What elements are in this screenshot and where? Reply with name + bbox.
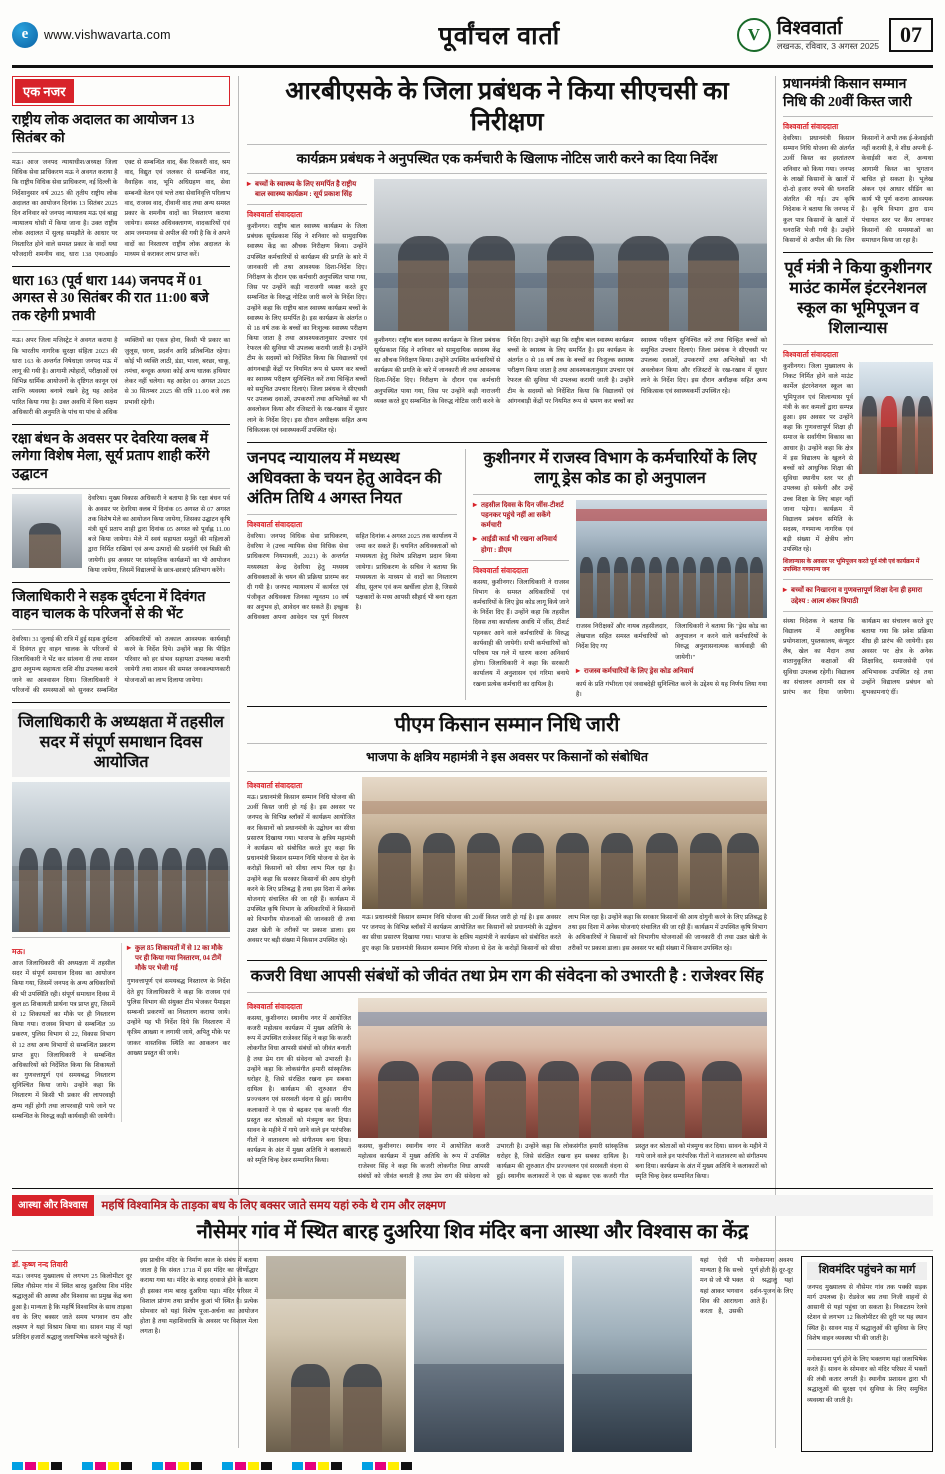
- article-byline: मऊ।: [12, 947, 26, 956]
- magenta-swatch: [25, 1462, 36, 1470]
- dress-code-photo-col: [576, 500, 767, 700]
- article-byline: विश्ववार्ता संवाददाता: [783, 350, 839, 360]
- lead-body-part2: कुशीनगर। राष्ट्रीय बाल स्वास्थ्य कार्यक्रम के जिला प्रबंधक सूर्यप्रकाश सिंह ने शनिवार को सामुदायिक स्वास्थ्य केंद्र का औचक निरीक्षण किया। उन्होंने उपस्थित कर्मचारियों से कार्यक्रम की प्रगति के बारे में जानकारी ली तथा आवश्यक दिशा-निर्देश दिए। निरीक्षण के दौरान एक कर्मचारी अनुपस्थित पाया गया, जिस पर उन्होंने कड़ी नाराजगी व्यक्त करते हुए सम्बन्धित के विरुद्ध नोटिस जारी करने के निर्देश दिए। उन्होंने कहा कि राष्ट्रीय बाल स्वास्थ्य कार्यक्रम बच्चों के स्वास्थ्य के लिए समर्पित है। इस कार्यक्रम के अंतर्गत 0 से 18 वर्ष तक के बच्चों का निःशुल्क स्वास्थ्य परीक्षण किया जाता है तथा आवश्यकतानुसार उपचार एवं रेफरल की सुविधा भी उपलब्ध करायी जाती है। उन्होंने टीम के सदस्यों को निर्देशित किया कि विद्यालयों एवं आंगनबाड़ी केंद्रों पर नियमित रूप से भ्रमण कर बच्चों का स्वास्थ्य परीक्षण सुनिश्चित करें तथा चिन्हित बच्चों को समुचित उपचार दिलाएं। जिला प्रबंधक ने सीएचसी पर उपलब्ध दवाओं, उपकरणों तथा अभिलेखों का भी अवलोकन किया और रजिस्टरों के रख-रखाव में सुधार लाने के निर्देश दिए। इस दौरान अधीक्षक सहित अन्य चिकित्सक एवं स्वास्थ्यकर्मी उपस्थित रहे।: [374, 336, 767, 405]
- bottom-body-wrap: [12, 1256, 933, 1452]
- bottom-col-2: [140, 1256, 258, 1452]
- bullet-marker-icon: ▸: [473, 534, 478, 544]
- ek-nazar-box: [12, 76, 230, 106]
- left-article-4: [12, 709, 230, 1122]
- article-body-cont: कसया, कुशीनगर। स्थानीय नगर में आयोजित कजरी महोत्सव कार्यक्रम में मुख्य अतिथि के रूप में उपस्थित राजेश्वर सिंह ने कहा कि कजरी लोकगीत विधा आपसी संबंधों को जीवंत बनाती है तथा प्रेम राग की संवेदना को उभारती है। उन्होंने कहा कि लोकसंगीत हमारी सांस्कृतिक धरोहर है, जिसे संरक्षित रखना हम सबका दायित्व है। कार्यक्रम की शुरुआत दीप प्रज्ज्वलन एवं सरस्वती वंदना से हुई। स्थानीय कलाकारों ने एक से बढ़कर एक कजरी गीत प्रस्तुत कर श्रोताओं को मंत्रमुग्ध कर दिया। सावन के महीने में गाये जाने वाले इन पारंपरिक गीतों ने वातावरण को संगीतमय बना दिया। कार्यक्रम के अंत में मुख्य अतिथि ने कलाकारों को स्मृति चिन्ह देकर सम्मानित किया।: [358, 1142, 767, 1181]
- route-sidebar: [801, 1256, 933, 1452]
- route-body-2: मनोकामना पूर्ण होने के लिए भक्तगण यहां जलाभिषेक करते हैं। सावन के सोमवार को मंदिर परिसर में भक्तों की लंबी कतार लगती है। स्थानीय प्रशासन द्वारा भी श्रद्धालुओं की सुरक्षा एवं सुविधा के लिए समुचित व्यवस्था की जाती है।: [807, 1355, 927, 1404]
- article-headline: प्रधानमंत्री किसान सम्मान निधि की 20वीं किस्त जारी: [783, 77, 912, 110]
- article-byline: विश्ववार्ता संवाददाता: [247, 1001, 303, 1011]
- article-headline: कजरी विधा आपसी संबंधों को जीवंत तथा प्रेम राग की संवेदना को उभारती है : राजेश्वर सिंह: [250, 967, 764, 985]
- brand-logo: [737, 18, 879, 52]
- right-article-0: [783, 76, 933, 246]
- article-headline: कुशीनगर में राजस्व विभाग के कर्मचारियों के लिए लागू ड्रेस कोड का हो अनुपालन: [483, 449, 757, 487]
- pm-kisan-body-wrap: [247, 777, 767, 954]
- divider: [247, 442, 767, 443]
- divider: [247, 144, 767, 145]
- bottom-col-1: [12, 1256, 132, 1452]
- article-body: कसया, कुशीनगर। स्थानीय नगर में आयोजित कजरी महोत्सव कार्यक्रम में मुख्य अतिथि के रूप में उपस्थित राजेश्वर सिंह ने कहा कि कजरी लोकगीत विधा आपसी संबंधों को जीवंत बनाती है तथा प्रेम राग की संवेदना को उभारती है। उन्होंने कहा कि लोकसंगीत हमारी सांस्कृतिक धरोहर है, जिसे संरक्षित रखना हम सबका दायित्व है। कार्यक्रम की शुरुआत दीप प्रज्ज्वलन एवं सरस्वती वंदना से हुई। स्थानीय कलाकारों ने एक से बढ़कर एक कजरी गीत प्रस्तुत कर श्रोताओं को मंत्रमुग्ध कर दिया। सावन के महीने में गाये जाने वाले इन पारंपरिक गीतों ने वातावरण को संगीतमय बना दिया। कार्यक्रम के अंत में मुख्य अतिथि ने कलाकारों को स्मृति चिन्ह देकर सम्मानित किया।: [247, 1014, 351, 1165]
- left-article-0: [12, 112, 230, 260]
- staff-group-photo: [576, 500, 767, 618]
- row-3: [247, 713, 767, 954]
- court-mediator-article: [247, 449, 457, 700]
- bullet-marker-icon: ▸: [576, 665, 581, 675]
- article-body: मऊ। आज जनपद न्यायाधीश/अध्यक्ष जिला विधिक सेवा प्राधिकरण मऊ ने अवगत कराया है कि राष्ट्रीय विधिक सेवा प्राधिकरण, नई दिल्ली के निर्देशानुसार वर्ष 2025 की तृतीय राष्ट्रीय लोक अदालत का आयोजन दिनांक 13 सितंबर 2025 दिन शनिवार को जनपद न्यायालय मऊ एवं बाह्य न्यायालय घोसी में किया जाना है। उक्त राष्ट्रीय लोक अदालत में सुलह समझौते के आधार पर निस्तारित होने वाले समस्त प्रकार के वादों यथा फौजदारी शमनीय वाद, धारा 138 एन0आई0 एक्ट से सम्बन्धित वाद, बैंक रिकवरी वाद, श्रम वाद, विद्युत एवं जलकर से सम्बन्धित वाद, वैवाहिक वाद, भूमि अधिग्रहण वाद, सेवा सम्बन्धी वेतन एवं भत्ते तथा सेवानिवृत्ति परिलाभ वाद, राजस्व वाद, दीवानी वाद तथा अन्य समस्त प्रकार के शमनीय वादों का निस्तारण कराया जायेगा। समस्त अधिवक्तागण, वादकारियों एवं आम जनमानस से अपील की गयी है कि वे अपने वादों का निस्तारण राष्ट्रीय लोक अदालत के माध्यम से कराकर लाभ प्राप्त करें।: [12, 159, 230, 258]
- black-swatch: [51, 1462, 62, 1470]
- bullet-text: आईडी कार्ड भी रखना अनिवार्य होगा : डीएम: [481, 535, 557, 554]
- bottom-col-3: [700, 1256, 793, 1452]
- article-body: देवरिया। 31 जुलाई की रात्रि में हुई सड़क दुर्घटना में दिवंगत हुए वाहन चालक के परिजनों से जिलाधिकारी ने भेंट कर सांत्वना दी तथा शासन द्वारा अनुमन्य सहायता राशि शीघ्र उपलब्ध कराये जाने का आश्वासन दिया। जिलाधिकारी ने परिजनों की समस्याओं को सुनकर सम्बन्धित अधिकारियों को तत्काल आवश्यक कार्यवाही करने के निर्देश दिये। उन्होंने कहा कि पीड़ित परिवार को हर संभव सहायता उपलब्ध करायी जायेगी तथा शासन की समस्त जनकल्याणकारी योजनाओं का लाभ दिलाया जायेगा।: [12, 635, 230, 694]
- divider: [473, 560, 569, 561]
- lead-photo-col: [374, 179, 767, 436]
- article-byline: डॉ. कृष्ण नन्द तिवारी: [12, 1260, 68, 1269]
- divider: [247, 173, 767, 174]
- kajri-text-col: [247, 998, 351, 1183]
- footer-note-text: राजस्व कर्मचारियों के लिए ड्रेस कोड अनिवार्य: [584, 666, 694, 675]
- article-body: देवरिया। जनपद विधिक सेवा प्राधिकरण, देवरिया ने (उच्च न्यायिक सेवा विधिक सेवा प्राधिकरण नियमावली, 2021) के अन्तर्गत मध्यस्थता केन्द्र देवरिया हेतु मध्यस्थ अधिवक्ताओं के चयन की प्रक्रिया प्रारम्भ कर दी गयी है। जनपद न्यायालय में कार्यरत एवं पंजीकृत अधिवक्ता जिनका न्यूनतम 10 वर्ष का अनुभव हो, आवेदन कर सकते हैं। इच्छुक अधिवक्ता अपना आवेदन पत्र पूर्ण विवरण सहित दिनांक 4 अगस्त 2025 तक कार्यालय में जमा कर सकते हैं। चयनित अधिवक्ताओं को मध्यस्थता हेतु विशेष प्रशिक्षण प्रदान किया जायेगा। प्राधिकरण के सचिव ने बताया कि मध्यस्थता के माध्यम से वादों का निस्तारण शीघ्र, सुलभ एवं कम खर्चीला होता है, जिससे पक्षकारों के मध्य आपसी सौहार्द भी बना रहता है।: [247, 532, 457, 622]
- logo-mark-icon: V: [737, 18, 771, 52]
- article-headline: धारा 163 (पूर्व धारा 144) जनपद में 01 अगस्त से 30 सितंबर की रात 11:00 बजे तक रहेगी प्रभावी: [12, 273, 209, 324]
- left-article-3: [12, 589, 230, 696]
- bullet-item: [127, 943, 230, 973]
- article-body: मऊ। प्रधानमंत्री किसान सम्मान निधि योजना की 20वीं किस्त जारी हो गई है। इस अवसर पर जनपद के विभिन्न ब्लॉकों में कार्यक्रम आयोजित कर किसानों को प्रधानमंत्री के उद्बोधन का सीधा प्रसारण दिखाया गया। भाजपा के क्षत्रिय महामंत्री ने कार्यक्रम को संबोधित करते हुए कहा कि प्रधानमंत्री किसान सम्मान निधि योजना से देश के करोड़ों किसानों को सीधा लाभ मिल रहा है। उन्होंने कहा कि सरकार किसानों की आय दोगुनी करने के लिए प्रतिबद्ध है तथा इस दिशा में अनेक योजनाएं संचालित की जा रही हैं। कार्यक्रम में उपस्थित कृषि विभाग के अधिकारियों ने किसानों को विभागीय योजनाओं की जानकारी दी तथा उन्नत खेती के तरीकों पर प्रकाश डाला। इस अवसर पर बड़ी संख्या में किसान उपस्थित रहे।: [247, 794, 355, 944]
- bullet-item: [473, 500, 569, 530]
- row-2: [247, 449, 767, 700]
- article-body: कुशीनगर। जिला मुख्यालय के निकट निर्मित होने वाले माउंट कार्मेल इंटरनेशनल स्कूल का भूमिपूजन एवं शिलान्यास पूर्व मंत्री के कर कमलों द्वारा सम्पन्न हुआ। इस अवसर पर उन्होंने कहा कि गुणवत्तापूर्ण शिक्षा ही समाज के सर्वांगीण विकास का आधार है। उन्होंने कहा कि क्षेत्र में इस विद्यालय के खुलने से बच्चों को आधुनिक शिक्षा की सुविधा स्थानीय स्तर पर ही उपलब्ध हो सकेगी और उन्हें उच्च शिक्षा के लिए बाहर नहीं जाना पड़ेगा। कार्यक्रम में विद्यालय प्रबंधन समिति के सदस्य, गणमान्य नागरिक एवं बड़ी संख्या में क्षेत्रीय लोग उपस्थित रहे।: [783, 363, 853, 554]
- temple-photo: [266, 1256, 406, 1452]
- article-headline: जिलाधिकारी के अध्यक्षता में तहसील सदर में संपूर्ण समाधान दिवस आयोजित: [12, 709, 230, 777]
- magenta-swatch: [305, 1462, 316, 1470]
- dress-code-bullets: [473, 500, 569, 700]
- black-swatch: [331, 1462, 342, 1470]
- article-headline: पीएम किसान सम्मान निधि जारी: [394, 714, 620, 737]
- chc-inspection-photo: [374, 179, 767, 331]
- divider: [783, 611, 933, 612]
- bottom-article-wrap: [12, 943, 230, 1122]
- bullet-marker-icon: ▸: [127, 943, 132, 952]
- left-article-1: [12, 273, 230, 418]
- magenta-swatch: [165, 1462, 176, 1470]
- route-heading: शिवमंदिर पहुंचने का मार्ग: [807, 1262, 927, 1280]
- article-body-cont: मऊ। प्रधानमंत्री किसान सम्मान निधि योजना की 20वीं किस्त जारी हो गई है। इस अवसर पर जनपद के विभिन्न ब्लॉकों में कार्यक्रम आयोजित कर किसानों को प्रधानमंत्री के उद्बोधन का सीधा प्रसारण दिखाया गया। भाजपा के क्षत्रिय महामंत्री ने कार्यक्रम को संबोधित करते हुए कहा कि प्रधानमंत्री किसान सम्मान निधि योजना से देश के करोड़ों किसानों को सीधा लाभ मिल रहा है। उन्होंने कहा कि सरकार किसानों की आय दोगुनी करने के लिए प्रतिबद्ध है तथा इस दिशा में अनेक योजनाएं संचालित की जा रही हैं। कार्यक्रम में उपस्थित कृषि विभाग के अधिकारियों ने किसानों को विभागीय योजनाओं की जानकारी दी तथा उन्नत खेती के तरीकों पर प्रकाश डाला। इस अवसर पर बड़ी संख्या में किसान उपस्थित रहे।: [362, 914, 767, 952]
- article-with-photo: [12, 494, 230, 576]
- samadhan-diwas-photo: [12, 782, 230, 932]
- cyan-swatch: [362, 1462, 373, 1470]
- bullet-marker-icon: ▸: [783, 585, 788, 595]
- kajri-stage-photo: [358, 998, 767, 1138]
- photo-caption: शिलान्यास के अवसर पर भूमिपूजन करते पूर्व मंत्री एवं कार्यक्रम में उपस्थित गणमान्य जन: [783, 558, 920, 574]
- yellow-swatch: [38, 1462, 49, 1470]
- brand-dateline: लखनऊ, रविवार, 3 अगस्त 2025: [776, 40, 879, 51]
- bullet-marker-icon: ▸: [473, 499, 478, 509]
- lead-subhead: कार्यक्रम प्रबंधक ने अनुपस्थित एक कर्मचारी के खिलाफ नोटिस जारी करने का दिया निर्देश: [296, 150, 718, 166]
- route-body: जनपद मुख्यालय से नौसेमर गांव तक पक्की सड़क मार्ग उपलब्ध है। रोडवेज बस तथा निजी वाहनों से आसानी से यहां पहुंचा जा सकता है। निकटतम रेलवे स्टेशन से लगभग 12 किलोमीटर की दूरी पर यह स्थान स्थित है। सावन माह में श्रद्धालुओं की सुविधा के लिए विशेष वाहन व्यवस्था भी की जाती है।: [807, 1283, 927, 1342]
- bullet-text: बच्चों के स्वास्थ्य के लिए समर्पित है राष्ट्रीय बाल स्वास्थ्य कार्यक्रम : सूर्य प्रकाश सिंह: [255, 179, 357, 198]
- footer-note: [576, 666, 767, 676]
- website-url[interactable]: www.vishwavarta.com: [44, 27, 171, 42]
- divider: [247, 706, 767, 707]
- divider: [12, 937, 230, 938]
- black-swatch: [401, 1462, 412, 1470]
- ek-nazar-heading: एक नजर: [15, 79, 74, 103]
- divider: [247, 960, 767, 961]
- kajri-article: [247, 967, 767, 1183]
- article-body-2: संस्था निदेशक ने बताया कि विद्यालय में आधुनिक प्रयोगशाला, पुस्तकालय, कंप्यूटर लैब, खेल का मैदान तथा वातानुकूलित कक्षाओं की सुविधा उपलब्ध रहेगी। विद्यालय का संचालन आगामी सत्र से प्रारंभ कर दिया जायेगा। कार्यक्रम का संचालन करते हुए बताया गया कि प्रवेश प्रक्रिया शीघ्र ही प्रारंभ की जायेगी। इस अवसर पर क्षेत्र के अनेक शिक्षाविद, समाजसेवी एवं अभिभावक उपस्थित रहे तथा उन्होंने विद्यालय प्रबंधन को शुभकामनाएं दीं।: [783, 617, 933, 696]
- article-headline: पूर्व मंत्री ने किया कुशीनगर माउंट कार्मेल इंटरनेशनल स्कूल का भूमिपूजन व शिलान्यास: [784, 260, 932, 338]
- divider: [12, 266, 230, 267]
- article-subhead: भाजपा के क्षत्रिय महामंत्री ने इस अवसर पर किसानों को संबोधित: [365, 750, 648, 765]
- article-byline: विश्ववार्ता संवाददाता: [247, 210, 303, 219]
- yellow-swatch: [108, 1462, 119, 1470]
- divider: [473, 494, 767, 495]
- lead-body-part1: कुशीनगर। राष्ट्रीय बाल स्वास्थ्य कार्यक्रम के जिला प्रबंधक सूर्यप्रकाश सिंह ने शनिवार को सामुदायिक स्वास्थ्य केंद्र का औचक निरीक्षण किया। उन्होंने उपस्थित कर्मचारियों से कार्यक्रम की प्रगति के बारे में जानकारी ली तथा आवश्यक दिशा-निर्देश दिए। निरीक्षण के दौरान एक कर्मचारी अनुपस्थित पाया गया, जिस पर उन्होंने कड़ी नाराजगी व्यक्त करते हुए सम्बन्धित के विरुद्ध नोटिस जारी करने के निर्देश दिए। उन्होंने कहा कि राष्ट्रीय बाल स्वास्थ्य कार्यक्रम बच्चों के स्वास्थ्य के लिए समर्पित है। इस कार्यक्रम के अंतर्गत 0 से 18 वर्ष तक के बच्चों का निःशुल्क स्वास्थ्य परीक्षण किया जाता है तथा आवश्यकतानुसार उपचार एवं रेफरल की सुविधा भी उपलब्ध करायी जाती है। उन्होंने टीम के सदस्यों को निर्देशित किया कि विद्यालयों एवं आंगनबाड़ी केंद्रों पर नियमित रूप से भ्रमण कर बच्चों का स्वास्थ्य परीक्षण सुनिश्चित करें तथा चिन्हित बच्चों को समुचित उपचार दिलाएं। जिला प्रबंधक ने सीएचसी पर उपलब्ध दवाओं, उपकरणों तथा अभिलेखों का भी अवलोकन किया और रजिस्टरों के रख-रखाव में सुधार लाने के निर्देश दिए। इस दौरान अधीक्षक सहित अन्य चिकित्सक एवं स्वास्थ्यकर्मी उपस्थित रहे।: [247, 223, 367, 434]
- photo-caption-2: जिलाधिकारी ने बताया कि "ड्रेस कोड का अनुपालन न करने वाले कर्मचारियों के विरुद्ध अनुशासनात्मक कार्यवाही की जायेगी।": [675, 622, 767, 661]
- kisan-meeting-photo: [362, 777, 767, 909]
- divider: [783, 344, 933, 345]
- article-byline: विश्ववार्ता संवाददाता: [473, 565, 529, 575]
- lead-left-col: [247, 179, 367, 436]
- yellow-swatch: [318, 1462, 329, 1470]
- pm-kisan-photo-col: [362, 777, 767, 954]
- dress-code-captions: [576, 622, 767, 663]
- portrait-photo: [12, 494, 82, 568]
- bullet-item: [247, 179, 367, 199]
- left-article-2: [12, 431, 230, 576]
- divider: [247, 992, 767, 993]
- pm-kisan-article: [247, 713, 767, 954]
- color-swatch-group: [152, 1462, 202, 1470]
- divider: [247, 204, 367, 205]
- photo-caption: राजस्व निरीक्षकों और नायब तहसीलदार, लेखपाल सहित समस्त कर्मचारियों को निर्देश दिए गए: [576, 622, 668, 651]
- idol-photo: [572, 1256, 692, 1452]
- article-byline: विश्ववार्ता संवाददाता: [783, 122, 839, 131]
- article-byline: विश्ववार्ता संवाददाता: [247, 519, 303, 529]
- page-title: पूर्वांचल वार्ता: [438, 22, 561, 50]
- pm-kisan-text-col: [247, 777, 355, 954]
- faith-tag: आस्था और विश्वास: [12, 1195, 94, 1216]
- article-body: कसया, कुशीनगर। जिलाधिकारी ने राजस्व विभाग के समस्त अधिकारियों एवं कर्मचारियों के लिए ड्रेस कोड लागू किये जाने के निर्देश दिए हैं। उन्होंने कहा कि तहसील दिवस तथा कार्यालय अवधि में जींस, टीशर्ट पहनकर आने वाले कर्मचारियों के विरुद्ध कार्यवाही की जायेगी। सभी कर्मचारियों को परिचय पत्र गले में धारण करना अनिवार्य होगा। जिलाधिकारी ने कहा कि सरकारी कार्यालय में अनुशासन एवं गरिमा बनाये रखना प्रत्येक कर्मचारी का दायित्व है।: [473, 578, 569, 688]
- divider: [247, 743, 767, 744]
- footer-note-body: कार्य के प्रति गंभीरता एवं जवाबदेही सुनिश्चित करने के उद्देश्य से यह निर्णय लिया गया है।: [576, 680, 767, 699]
- divider: [12, 330, 230, 331]
- color-swatch-group: [222, 1462, 272, 1470]
- black-swatch: [121, 1462, 132, 1470]
- bullet-text: बच्चों का निखारना व गुणवत्तापूर्ण शिक्षा देना ही हमारा उद्देश्य : आत्म शंकर त्रिपाठी: [791, 586, 923, 605]
- divider: [12, 629, 230, 630]
- cyan-swatch: [12, 1462, 23, 1470]
- masthead-right: [737, 18, 933, 52]
- article-body: देवरिया। मुख्य विकास अधिकारी ने बताया है कि रक्षा बंधन पर्व के अवसर पर देवरिया क्लब में दिनांक 05 अगस्त से 07 अगस्त तक विशेष मेले का आयोजन किया जायेगा, जिसका उद्घाटन कृषि मंत्री सूर्य प्रताप शाही द्वारा दिनांक 05 अगस्त को पूर्वाह्न 11.00 बजे किया जायेगा। मेले में स्वयं सहायता समूहों की महिलाओं द्वारा निर्मित राखियां एवं अन्य उत्पादों की प्रदर्शनी एवं बिक्री की जायेगी। इस अवसर पर सांस्कृतिक कार्यक्रमों का भी आयोजन किया जायेगा, जिसमें विद्यालयों के छात्र-छात्राएं प्रतिभाग करेंगे।: [88, 495, 230, 574]
- divider: [807, 1349, 927, 1350]
- divider: [247, 514, 457, 515]
- cyan-swatch: [152, 1462, 163, 1470]
- kajri-photo-col: [358, 998, 767, 1183]
- bullet-text: कुल 85 शिकायतों में से 12 का मौके पर ही किया गया निस्तारण, 04 टीमें मौके पर भेजी गई: [135, 944, 223, 973]
- article-body-2: इस प्राचीन मंदिर के निर्माण काल के संबंध में बताया जाता है कि संवत 1718 में इस मंदिर का जीर्णोद्धार कराया गया था। मंदिर के बारह दरवाजे होने के कारण ही इसका नाम बारह दुअरिया पड़ा। मंदिर परिसर में विशाल प्रांगण तथा प्राचीन कुआं भी स्थित है। प्रत्येक सोमवार को यहां विशेष पूजा-अर्चना का आयोजन होता है तथा महाशिवरात्रि के अवसर पर विशाल मेला लगता है।: [140, 1257, 258, 1336]
- article-headline: रक्षा बंधन के अवसर पर देवरिया क्लब में लगेगा विशेष मेला, सूर्य प्रताप शाही करेंगे उद्घाटन: [12, 431, 210, 482]
- bottom-article-left: [12, 943, 115, 1122]
- divider: [12, 424, 230, 425]
- masthead-left: [12, 22, 262, 48]
- divider: [12, 152, 230, 153]
- bottom-feature: [12, 1182, 933, 1452]
- divider: [12, 582, 230, 583]
- bullet-item: [473, 534, 569, 554]
- lead-body-wrap: [247, 179, 767, 436]
- right-article-1: [783, 259, 933, 698]
- brand-name: विश्ववार्ता: [776, 17, 843, 39]
- color-swatch-group: [82, 1462, 132, 1470]
- divider: [12, 488, 230, 489]
- article-headline: जनपद न्यायालय में मध्यस्थ अधिवक्ता के चयन हेतु आवेदन की अंतिम तिथि 4 अगस्त नियत: [247, 449, 442, 507]
- page-number: 07: [889, 18, 933, 52]
- divider: [12, 1250, 933, 1251]
- color-swatch-group: [362, 1462, 412, 1470]
- bhoomi-pujan-photo: [859, 362, 933, 474]
- globe-icon: e: [12, 22, 38, 48]
- brand-text: [777, 19, 879, 51]
- faith-banner: [12, 1195, 933, 1216]
- bullet-text: तहसील दिवस के दिन जींस-टीशर्ट पहनकर पहुंचे नहीं आ सकेंगे कर्मचारी: [481, 500, 564, 530]
- article-body: मऊ। जनपद मुख्यालय से लगभग 25 किलोमीटर दूर स्थित नौसेमर गांव में स्थित बारह दुअरिया शिव मंदिर श्रद्धालुओं की आस्था और विश्वास का प्रमुख केंद्र बना हुआ है। मान्यता है कि महर्षि विश्वामित्र के साथ ताड़का वध के लिए बक्सर जाते समय भगवान राम और लक्ष्मण ने यहां विश्राम किया था। सावन माह में यहां प्रतिदिन हजारों श्रद्धालु जलाभिषेक करने पहुंचते हैं।: [12, 1273, 132, 1342]
- article-headline: जिलाधिकारी ने सड़क दुर्घटना में दिवंगत वाहन चालक के परिजनों से की भेंट: [12, 589, 206, 623]
- divider: [247, 771, 767, 772]
- divider: [12, 702, 230, 703]
- masthead: [12, 10, 933, 68]
- cyan-swatch: [292, 1462, 303, 1470]
- color-swatch-group: [292, 1462, 342, 1470]
- magenta-swatch: [375, 1462, 386, 1470]
- shiv-lingam-photo: [414, 1256, 564, 1452]
- divider: [12, 1188, 933, 1189]
- yellow-swatch: [178, 1462, 189, 1470]
- bullet-item: [783, 585, 933, 605]
- yellow-swatch: [388, 1462, 399, 1470]
- article-body-3: यहां ऐसी भी मान्यता है कि सच्चे मन से जो भी भक्त यहां आकर भगवान शिव की आराधना करता है, उसकी मनोकामना अवश्य पूर्ण होती है। दूर-दूर से श्रद्धालु यहां दर्शन-पूजन के लिए आते हैं।: [700, 1257, 793, 1315]
- bullet-marker-icon: ▸: [247, 178, 252, 188]
- black-swatch: [261, 1462, 272, 1470]
- magenta-swatch: [95, 1462, 106, 1470]
- article-body: आज जिलाधिकारी की अध्यक्षता में तहसील सदर में संपूर्ण समाधान दिवस का आयोजन किया गया, जिसमें जनपद के अन्य अधिकारियों की भी उपस्थिति रही। संपूर्ण समाधान दिवस में कुल 85 शिकायती प्रार्थना पत्र प्राप्त हुए, जिसमें से 12 शिकायतों का मौके पर ही निस्तारण किया गया। राजस्व विभाग से सम्बन्धित 39 प्रकरण, पुलिस विभाग से 22, विकास विभाग से 12 तथा अन्य विभागों से सम्बन्धित प्रकरण प्राप्त हुए। जिलाधिकारी ने सम्बन्धित अधिकारियों को निर्देशित किया कि शिकायतों का गुणवत्तापूर्ण एवं समयबद्ध निस्तारण सुनिश्चित किया जाये। उन्होंने कहा कि निस्तारण में किसी भी प्रकार की लापरवाही क्षम्य नहीं होगी तथा लापरवाही पाये जाने पर सम्बन्धित के विरुद्ध कड़ी कार्यवाही की जायेगी।: [12, 960, 115, 1120]
- dress-code-body-wrap: [473, 500, 767, 700]
- lead-headline: आरबीएसके के जिला प्रबंधक ने किया सीएचसी का निरीक्षण: [285, 78, 729, 137]
- dress-code-article: [465, 449, 767, 700]
- divider: [783, 116, 933, 117]
- cyan-swatch: [82, 1462, 93, 1470]
- yellow-swatch: [248, 1462, 259, 1470]
- bottom-article-right: [121, 943, 230, 1122]
- article-byline: विश्ववार्ता संवाददाता: [247, 781, 303, 791]
- faith-banner-text: महर्षि विश्वामित्र के ताड़का बध के लिए बक्सर जाते समय यहां रुके थे राम और लक्ष्मण: [94, 1195, 933, 1216]
- article-body: मऊ। अपर जिला मजिस्ट्रेट ने अवगत कराया है कि भारतीय नागरिक सुरक्षा संहिता 2023 की धारा 163 के अन्तर्गत निषेधाज्ञा जनपद मऊ में लागू की गयी है। आगामी त्योहारों, परीक्षाओं एवं विभिन्न धार्मिक आयोजनों के दृष्टिगत कानून एवं शान्ति व्यवस्था बनाये रखने हेतु यह आदेश पारित किया गया है। उक्त अवधि में बिना सक्षम अधिकारी की अनुमति के पांच या पांच से अधिक व्यक्तियों का एकत्र होना, किसी भी प्रकार का जुलूस, धरना, प्रदर्शन आदि प्रतिबन्धित रहेगा। कोई भी व्यक्ति लाठी, डंडा, भाला, बरछा, चाकू, तमंचा, बन्दूक अथवा कोई अन्य घातक हथियार लेकर नहीं चलेगा। यह आदेश 01 अगस्त 2025 से 30 सितम्बर 2025 की रात्रि 11.00 बजे तक प्रभावी रहेगी।: [12, 337, 230, 416]
- kajri-body-wrap: [247, 998, 767, 1183]
- color-registration-bar: [12, 1461, 933, 1470]
- color-swatch-group: [12, 1462, 62, 1470]
- article-headline: राष्ट्रीय लोक अदालत का आयोजन 13 सितंबर को: [12, 113, 195, 146]
- magenta-swatch: [235, 1462, 246, 1470]
- article-body: देवरिया। प्रधानमंत्री किसान सम्मान निधि योजना की अंतर्गत 20वीं किस्त का हस्तांतरण शनिवार को किया गया। जनपद के लाखों किसानों के खातों में दो-दो हजार रुपये की धनराशि अंतरित की गई। उप कृषि निदेशक ने बताया कि जनपद में कुल पात्र किसानों के खातों में धनराशि भेजी गयी है। उन्होंने किसानों से अपील की कि जिन किसानों ने अभी तक ई-केवाईसी नहीं करायी है, वे शीघ्र अपनी ई-केवाईसी करा लें, अन्यथा आगामी किस्त का भुगतान बाधित हो सकता है। भूलेख अंकन एवं आधार सीडिंग का कार्य भी पूर्ण कराना आवश्यक है। कृषि विभाग द्वारा ग्राम पंचायत स्तर पर कैंप लगाकर किसानों की समस्याओं का समाधान किया जा रहा है।: [783, 135, 933, 244]
- bottom-headline: नौसेमर गांव में स्थित बारह दुअरिया शिव मंदिर बना आस्था और विश्वास का केंद्र: [196, 1221, 749, 1243]
- school-body-wrap: [783, 362, 933, 556]
- article-body: गुणवत्तापूर्ण एवं समयबद्ध निस्तारण के निर्देश देते हुए जिलाधिकारी ने कहा कि राजस्व एवं पुलिस विभाग की संयुक्त टीम भेजकर पैमाइश सम्बन्धी प्रकरणों का निस्तारण कराया जाये। उन्होंने यह भी निर्देश दिये कि निस्तारण में कृत्रिम आख्या न लगायी जाये, अपितु मौके पर जाकर वास्तविक स्थिति का आकलन कर आख्या प्रस्तुत की जाये।: [127, 978, 230, 1057]
- lead-article: [247, 76, 767, 436]
- divider: [783, 252, 933, 253]
- cyan-swatch: [222, 1462, 233, 1470]
- divider: [783, 579, 933, 580]
- black-swatch: [191, 1462, 202, 1470]
